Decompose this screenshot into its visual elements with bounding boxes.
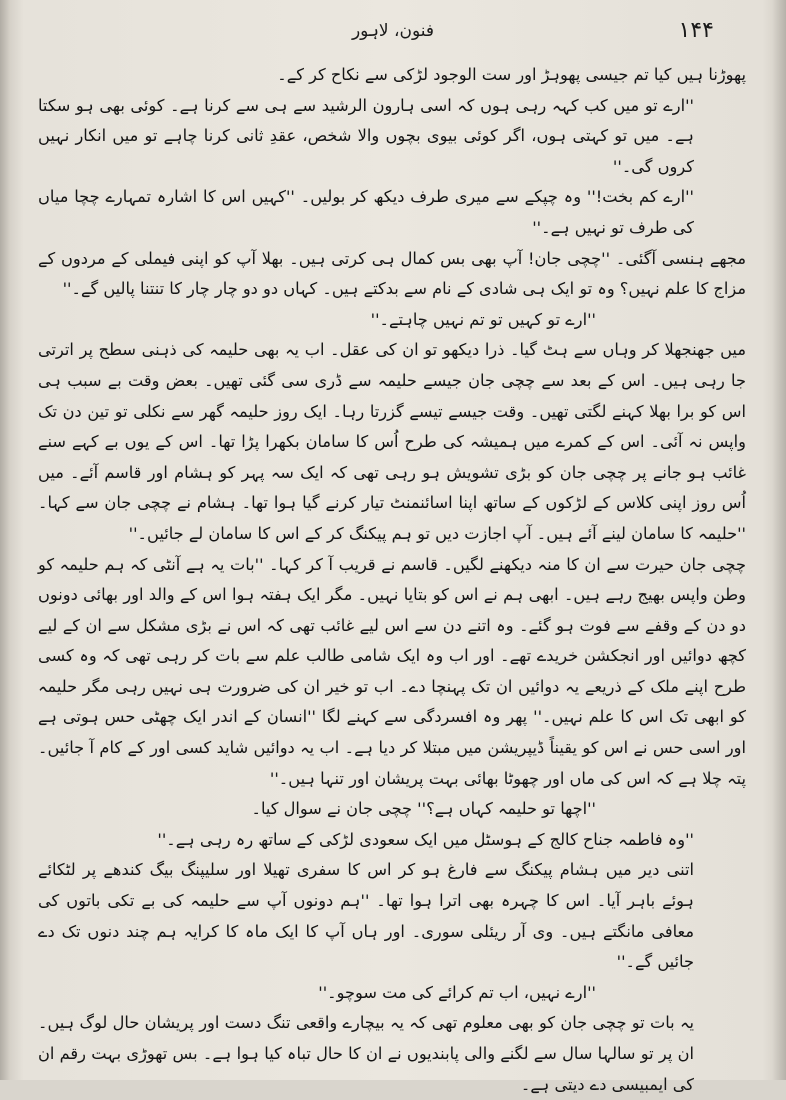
paragraph: اتنی دیر میں ہشام پیکنگ سے فارغ ہو کر اس کا سفری تھیلا اور سلیپنگ بیگ کندھے پر لٹکائے ہوئے باہر آیا۔ اس کا چہرہ بھی اترا ہوا تھا۔ ''ہم دونوں آپ سے حلیمہ کی بے تکی باتوں کی معافی مانگتے ہیں۔ وی آر ریئلی سوری۔ اور ہاں آپ کا ایک ماہ کا کرایہ ہم چند دنوں تک دے جائیں گے۔'' [38,860,694,972]
page-gutter-shadow-right [772,0,786,1080]
paragraph: چچی جان حیرت سے ان کا منہ دیکھنے لگیں۔ قاسم نے قریب آ کر کہا۔ ''بات یہ ہے آنٹی کہ ہم حلیمہ کو وطن واپس بھیج رہے ہیں۔ ابھی ہم نے اس کو بتایا نہیں۔ مگر ایک ہفتہ ہوا اس کے والد اور بھائی دونوں دو دن کے وقفے سے فوت ہو گئے۔ وہ اتنے دن سے اس لیے غائب تھی کہ اس نے بڑی مشکل سے ان کے لیے کچھ دوائیں اور انجکشن خریدے تھے۔ اور اب وہ ایک شامی طالب علم سے بات کر رہی تھی کہ وہ کسی طرح اپنے ملک کے ذریعے یہ دوائیں ان تک پہنچا دے۔ اب تو خیر ان کی ضرورت ہی نہیں رہی مگر حلیمہ کو ابھی تک اس کا علم نہیں۔'' پھر وہ افسردگی سے کہنے لگا ''انسان کے اندر ایک چھٹی حس ہوتی ہے اور اسی حس نے اس کو یقیناً ڈیپریشن میں مبتلا کر دیا ہے۔ اب یہ دوائیں شاید کسی اور کے کام آ جائیں۔ پتہ چلا ہے کہ اس کی ماں اور چھوٹا بھائی بہت پریشان اور تنہا ہیں۔'' [38,554,746,788]
paragraph: میں جھنجھلا کر وہاں سے ہٹ گیا۔ ذرا دیکھو تو ان کی عقل۔ اب یہ بھی حلیمہ کی ذہنی سطح پر اترتی جا رہی ہیں۔ اس کے بعد سے چچی جان جیسے حلیمہ سے ڈری سی گئی تھیں۔ بعض وقت بے سبب ہی اس کو برا بھلا کہنے لگتی تھیں۔ وقت جیسے تیسے گزرتا رہا۔ ایک روز حلیمہ گھر سے نکلی تو تین دن تک واپس نہ آئی۔ اس کے کمرے میں ہمیشہ کی طرح اُس کا سامان بکھرا پڑا تھا۔ اس کے یوں بے کہے سنے غائب ہو جانے پر چچی جان کو بڑی تشویش ہو رہی تھی کہ ایک سہ پہر کو ہشام اور قاسم آئے۔ میں اُس روز اپنی کلاس کے لڑکوں کے ساتھ اپنا اسائنمنٹ تیار کرنے گیا ہوا تھا۔ ہشام نے چچی جان سے کہا۔ ''حلیمہ کا سامان لینے آئے ہیں۔ آپ اجازت دیں تو ہم پیکنگ کر کے اس کا سامان لے جائیں۔'' [38,340,746,543]
paragraph: مجھے ہنسی آگئی۔ ''چچی جان! آپ بھی بس کمال ہی کرتی ہیں۔ بھلا آپ کو اپنی فیملی کے مردوں کے مزاج کا علم نہیں؟ وہ تو ایک ہی شادی کے نام سے بدکتے ہیں۔ کہاں دو دو چار چار کا تنتنا پالیں گے۔'' [38,248,746,299]
page-number: ۱۴۴ [678,18,714,43]
paragraph: ''ارے نہیں، اب تم کرائے کی مت سوچو۔'' [318,982,596,1002]
page-body [38,60,746,1094]
running-title: فنون، لاہور [351,21,435,41]
paragraph: ''ارے تو کہیں تو تم نہیں چاہتے۔'' [370,309,596,329]
paragraph: ''وہ فاطمہ جناح کالج کے ہوسٹل میں ایک سعودی لڑکی کے ساتھ رہ رہی ہے۔'' [157,829,694,849]
paragraph: یہ بات تو چچی جان کو بھی معلوم تھی کہ یہ بیچارے واقعی تنگ دست اور پریشان حال لوگ ہیں۔ ان پر تو سالہا سال سے لگنے والی پابندیوں نے ان کا حال تباہ کیا ہوا ہے۔ بس تھوڑی بہت رقم ان کی ایمبیسی دے دیتی ہے۔ [38,1013,694,1094]
paragraph: ''ارے تو میں کب کہہ رہی ہوں کہ اسی ہارون الرشید سے ہی سے کرنا ہے۔ کوئی بھی ہو سکتا ہے۔ میں تو کہتی ہوں، اگر کوئی بیوی بچوں والا شخص، عقدِ ثانی کرنا چاہے تو میں انکار نہیں کروں گی۔'' [38,95,694,176]
page-header [40,18,746,48]
page-gutter-shadow-left [0,0,10,1080]
paragraph: ''ارے کم بخت!'' وہ چپکے سے میری طرف دیکھ کر بولیں۔ ''کہیں اس کا اشارہ تمہارے چچا میاں کی طرف تو نہیں ہے۔'' [38,187,694,237]
paragraph: ''اچھا تو حلیمہ کہاں ہے؟'' چچی جان نے سوال کیا۔ [251,799,596,819]
paragraph: پھوڑنا ہیں کیا تم جیسی پھوہڑ اور ست الوجود لڑکی سے نکاح کر کے۔ [277,65,746,84]
